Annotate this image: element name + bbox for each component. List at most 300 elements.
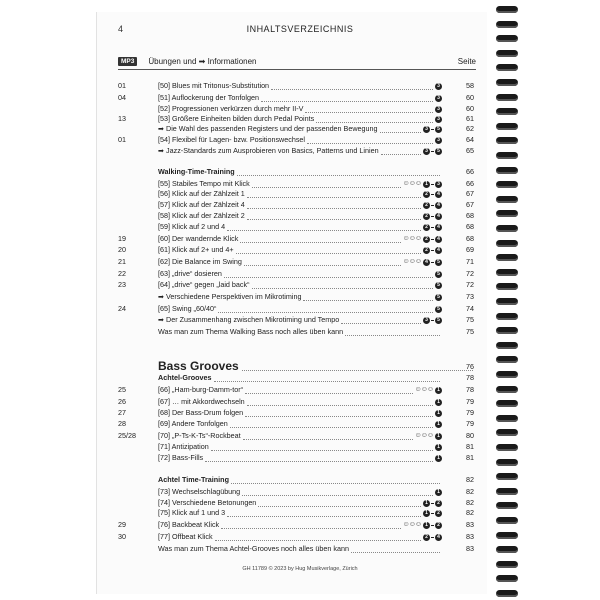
section-title: Bass Grooves [158,359,239,373]
track-number: 27 [118,408,126,417]
entry-title: [64] „drive“ gegen „laid back“ [158,280,250,289]
dot-leader [244,259,401,266]
track-number: 19 [118,234,126,243]
page-ref: 83 [466,544,474,553]
track-number: 29 [118,520,126,529]
spiral-coil [496,488,518,495]
level-badges [435,410,442,417]
entry-title: [52] Progressionen verkürzen durch mehr II-V [158,104,304,113]
entry-title: [54] Flexibel für Lagen- bzw. Positionswechsel [158,135,306,144]
level-badge-icon: 4 [435,247,442,254]
spiral-coil [496,108,518,115]
dot-leader [252,282,434,289]
spiral-coil [496,240,518,247]
level-badge-icon: 5 [435,282,442,289]
dot-leader [341,317,421,324]
entry-title: [70] „P-Ts-K-Ts“-Rockbeat [158,431,241,440]
entry-title: Was man zum Thema Achtel-Grooves noch alles üben kann [158,544,349,553]
toc-entry[interactable] [118,315,476,325]
difficulty-smiley-icon: ☺☺☺ [402,180,421,187]
level-badges [423,224,442,231]
entry-title: [58] Klick auf der Zählzeit 2 [158,211,245,220]
entry-title: [55] Stabiles Tempo mit Klick [158,179,250,188]
spiral-coil [496,269,518,276]
entry-title-line [158,544,442,554]
level-badge-icon: 2 [423,202,430,209]
spiral-coil [496,517,518,524]
entry-title: [73] Wechselschlagübung [158,487,241,496]
page-ref: 79 [466,397,474,406]
entry-title-line [158,104,442,114]
level-badges [435,137,442,144]
toc-entry[interactable] [118,269,476,279]
entry-title: [53] Größere Einheiten bilden durch Pedal Points [158,114,315,123]
level-range-dash [431,151,434,152]
dot-leader [237,169,440,176]
page-ref: 69 [466,245,474,254]
level-range-dash [431,227,434,228]
level-badges [435,271,442,278]
entry-title-line [158,245,442,255]
page-ref: 83 [466,520,474,529]
spiral-coil [496,254,518,261]
level-badges [423,148,442,155]
entry-title: [56] Klick auf der Zählzeit 1 [158,189,245,198]
level-badge-icon: 4 [435,202,442,209]
dot-leader [271,83,433,90]
toc-entry[interactable] [118,93,476,103]
entry-title-line [158,508,442,518]
level-badges [435,421,442,428]
spiral-coil [496,342,518,349]
page-header-title: INHALTSVERZEICHNIS [246,24,354,34]
entry-title: [74] Verschiedene Betonungen [158,498,257,507]
level-badge-icon: 1 [435,444,442,451]
dot-leader [245,387,412,394]
spiral-coil [496,327,518,334]
level-range-dash [431,513,434,514]
level-badge-icon: 2 [423,534,430,541]
page-ref: 68 [466,211,474,220]
entry-title: ➡ Jazz-Standards zum Ausprobieren von Basics, Patterns und Linien [158,146,379,155]
entry-title-line [158,419,442,429]
entry-title-line [158,315,442,325]
toc-entry[interactable] [118,508,476,518]
level-range-dash [431,194,434,195]
spiral-coil [496,196,518,203]
level-badge-icon: 3 [435,116,442,123]
level-badge-icon: 2 [435,510,442,517]
level-badges [435,282,442,289]
toc-entry[interactable] [118,222,476,232]
level-badges [423,500,442,507]
entry-title-line [158,280,442,290]
entry-title: [60] Der wandernde Klick [158,234,239,243]
entry-title: [77] Offbeat Klick [158,532,213,541]
toc-entry[interactable] [118,520,476,530]
page-ref: 58 [466,81,474,90]
track-number: 30 [118,532,126,541]
page-ref: 74 [466,304,474,313]
page-ref: 75 [466,315,474,324]
column-header-exercises: Übungen und ➡ Informationen [148,56,257,66]
toc-entry[interactable] [118,498,476,508]
dot-leader [236,247,421,254]
dot-leader [247,213,421,220]
level-range-dash [431,216,434,217]
track-number: 01 [118,81,126,90]
level-badge-icon: 3 [435,106,442,113]
entry-title-line [158,269,442,279]
entry-title-line [158,453,442,463]
entry-title: [57] Klick auf der Zählzeit 4 [158,200,245,209]
entry-title: [71] Antizipation [158,442,209,451]
level-range-dash [431,239,434,240]
level-range-dash [431,129,434,130]
header-rule [118,69,476,70]
dot-leader [245,410,433,417]
level-badge-icon: 4 [435,213,442,220]
level-range-dash [431,184,434,185]
level-badges [423,534,442,541]
toc-entry[interactable] [118,475,476,485]
entry-title-line [158,304,442,314]
toc-entry[interactable] [118,189,476,199]
page-ref: 71 [466,257,474,266]
toc-entry[interactable] [118,124,476,134]
level-badges [435,106,442,113]
track-number: 04 [118,93,126,102]
entry-title: Achtel-Grooves [158,373,212,382]
entry-title-line [158,520,442,530]
level-badge-icon: 5 [435,259,442,266]
column-header-page: Seite [457,56,476,66]
entry-title: [76] Backbeat Klick [158,520,220,529]
dot-leader [316,116,433,123]
level-badges [423,202,442,209]
level-badge-icon: 4 [435,224,442,231]
dot-leader [381,148,421,155]
track-number: 28 [118,419,126,428]
page-number: 4 [118,24,124,34]
track-number: 26 [118,397,126,406]
dot-leader [205,455,433,462]
dot-leader [242,489,433,496]
page-ref: 66 [466,167,474,176]
dot-leader [307,137,433,144]
level-badge-icon: 3 [435,181,442,188]
page-ref: 82 [466,487,474,496]
toc-entry[interactable] [118,544,476,554]
spiral-coil [496,429,518,436]
toc-entry[interactable] [118,408,476,418]
level-badge-icon: 1 [423,522,430,529]
spiral-coil [496,298,518,305]
entry-title: [61] Klick auf 2+ und 4+ [158,245,234,254]
level-range-dash [431,320,434,321]
level-badge-icon: 2 [423,213,430,220]
entry-title: [51] Auflockerung der Tonfolgen [158,93,259,102]
spiral-binding [490,0,520,600]
level-badges [435,433,442,440]
dot-leader [227,510,421,517]
page-ref: 61 [466,114,474,123]
dot-leader [211,444,433,451]
page-ref: 60 [466,93,474,102]
entry-title-line [158,211,442,221]
level-badge-icon: 1 [435,489,442,496]
entry-title: Achtel Time-Training [158,475,229,484]
entry-title-line [158,475,442,485]
dot-leader [243,433,413,440]
toc-entry[interactable] [118,135,476,145]
level-badges [435,399,442,406]
entry-title-line [158,442,442,452]
level-badges [435,116,442,123]
toc-entry[interactable] [118,304,476,314]
level-badge-icon: 3 [435,137,442,144]
toc-entry[interactable] [118,200,476,210]
entry-title: ➡ Der Zusammenhang zwischen Mikrotiming und Tempo [158,315,340,324]
entry-title: Walking-Time-Training [158,167,235,176]
level-badge-icon: 5 [435,126,442,133]
spiral-coil [496,6,518,13]
spiral-coil [496,459,518,466]
entry-title: [66] „Ham-burg-Damm-tor“ [158,385,244,394]
spiral-coil [496,21,518,28]
dot-leader [380,126,421,133]
level-badges [435,294,442,301]
level-range-dash [431,250,434,251]
spiral-coil [496,313,518,320]
toc-entry[interactable] [118,146,476,156]
level-badges [423,126,442,133]
toc-entry[interactable] [118,280,476,290]
page-ref: 82 [466,475,474,484]
dot-leader [242,362,473,371]
page-ref: 81 [466,453,474,462]
page-ref: 82 [466,508,474,517]
footer-copyright: GH 11789 © 2023 by Hug Musikverlage, Zürich [242,566,358,572]
page-ref: 67 [466,189,474,198]
entry-title: ➡ Verschiedene Perspektiven im Mikrotiming [158,292,302,301]
toc-entry[interactable] [118,431,476,441]
track-number: 25/28 [118,431,136,440]
level-badges [423,236,442,243]
page-ref: 79 [466,408,474,417]
level-badges [423,522,442,529]
toc-entry[interactable] [118,532,476,542]
track-number: 20 [118,245,126,254]
dot-leader [305,106,433,113]
toc-entry[interactable] [118,397,476,407]
spiral-coil [496,167,518,174]
level-badge-icon: 2 [423,191,430,198]
page-ref: 78 [466,373,474,382]
dot-leader [345,329,440,336]
spiral-coil [496,502,518,509]
level-badge-icon: 1 [435,410,442,417]
spiral-coil [496,590,518,597]
level-badge-icon: 1 [435,455,442,462]
dot-leader [247,202,421,209]
dot-leader [214,375,440,382]
level-badge-icon: 2 [435,500,442,507]
level-range-dash [431,537,434,538]
toc-entry[interactable] [118,114,476,124]
spiral-coil [496,64,518,71]
toc-entry[interactable] [118,81,476,91]
dot-leader [231,477,440,484]
toc-entry[interactable] [118,179,476,189]
entry-title-line [158,146,442,156]
difficulty-smiley-icon: ☺☺☺ [402,235,421,242]
level-badge-icon: 1 [423,510,430,517]
level-badges [435,455,442,462]
page-ref: 72 [466,269,474,278]
track-number: 21 [118,257,126,266]
level-badge-icon: 5 [435,294,442,301]
spiral-coil [496,386,518,393]
toc-entry[interactable] [118,442,476,452]
level-badges [423,247,442,254]
entry-title-line [158,397,442,407]
toc-entry[interactable] [118,104,476,114]
spiral-coil [496,415,518,422]
dot-leader [247,399,433,406]
dot-leader [252,181,401,188]
entry-title: [63] „drive“ dosieren [158,269,222,278]
entry-title-line [158,532,442,542]
page-ref: 62 [466,124,474,133]
spiral-coil [496,400,518,407]
spiral-coil [496,283,518,290]
dot-leader [261,95,433,102]
spiral-coil [496,94,518,101]
entry-title-line [158,327,442,337]
entry-title: [62] Die Balance im Swing [158,257,242,266]
page-ref: 75 [466,327,474,336]
spiral-coil [496,473,518,480]
spiral-coil [496,225,518,232]
dot-leader [227,224,421,231]
toc-entry[interactable] [118,385,476,395]
entry-title-line [158,114,442,124]
toc-entry[interactable] [118,453,476,463]
level-range-dash [431,503,434,504]
entry-title-line [158,234,442,244]
toc-entry[interactable] [118,167,476,177]
track-number: 25 [118,385,126,394]
track-number: 13 [118,114,126,123]
level-badges [423,213,442,220]
level-badge-icon: 4 [435,534,442,541]
page-ref: 80 [466,431,474,440]
level-badge-icon: 5 [435,317,442,324]
page-ref: 68 [466,234,474,243]
entry-title-line [158,373,442,383]
toc-entry[interactable] [118,292,476,302]
entry-title: [69] Andere Tonfolgen [158,419,228,428]
dot-leader [221,522,400,529]
entry-title: [67] … mit Akkordwechseln [158,397,245,406]
toc-entry[interactable] [118,245,476,255]
dot-leader [351,546,440,553]
spiral-coil [496,444,518,451]
level-badges [435,387,442,394]
difficulty-smiley-icon: ☺☺☺ [402,521,421,528]
level-badges [435,95,442,102]
toc-entry[interactable] [118,234,476,244]
spiral-coil [496,532,518,539]
level-badge-icon: 5 [435,148,442,155]
toc-entry[interactable] [118,373,476,383]
entry-title: [72] Bass-Fills [158,453,204,462]
spiral-coil [496,371,518,378]
level-range-dash [431,205,434,206]
entry-title-line [158,385,442,395]
page-ref: 66 [466,179,474,188]
page-ref: 83 [466,532,474,541]
section-heading[interactable] [158,359,476,373]
spiral-coil [496,210,518,217]
page-ref: 67 [466,200,474,209]
level-badge-icon: 4 [435,191,442,198]
page-ref: 64 [466,135,474,144]
dot-leader [224,271,433,278]
spiral-coil [496,546,518,553]
entry-title: Was man zum Thema Walking Bass noch alles üben kann [158,327,344,336]
entry-title-line [158,81,442,91]
level-badges [423,181,442,188]
track-number: 22 [118,269,126,278]
dot-leader [218,306,433,313]
spiral-coil [496,35,518,42]
dot-leader [215,534,421,541]
level-badge-icon: 4 [435,236,442,243]
level-badge-icon: 3 [423,126,430,133]
level-range-dash [431,262,434,263]
spiral-coil [496,561,518,568]
level-badge-icon: 2 [423,247,430,254]
entry-title: [68] Der Bass-Drum folgen [158,408,244,417]
toc-entry[interactable] [118,327,476,337]
toc-entry[interactable] [118,257,476,267]
difficulty-smiley-icon: ☺☺☺ [414,432,433,439]
level-badge-icon: 2 [423,236,430,243]
toc-entry[interactable] [118,211,476,221]
toc-entry[interactable] [118,419,476,429]
entry-title-line [158,93,442,103]
dot-leader [303,294,433,301]
level-badge-icon: 1 [423,500,430,507]
difficulty-smiley-icon: ☺☺☺ [402,258,421,265]
page-ref: 65 [466,146,474,155]
level-badge-icon: 4 [423,259,430,266]
entry-title-line [158,200,442,210]
page-ref: 78 [466,385,474,394]
toc-entry[interactable] [118,487,476,497]
level-badges [423,510,442,517]
level-badge-icon: 5 [435,306,442,313]
entry-title: [50] Blues mit Tritonus-Substitution [158,81,270,90]
level-badges [435,83,442,90]
dot-leader [247,191,421,198]
difficulty-smiley-icon: ☺☺☺ [414,386,433,393]
level-badge-icon: 1 [435,421,442,428]
entry-title-line [158,487,442,497]
entry-title: [75] Klick auf 1 und 3 [158,508,226,517]
